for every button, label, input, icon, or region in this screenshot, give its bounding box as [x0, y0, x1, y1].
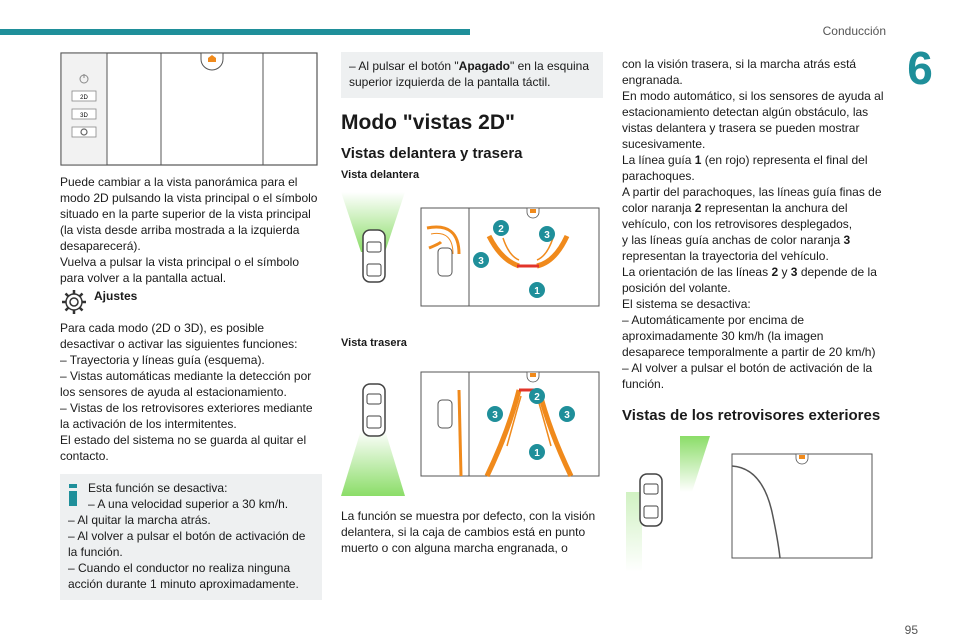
- col1-list-item: – Vistas automáticas mediante la detección por los sensores de ayuda al estacionamiento.: [60, 369, 312, 399]
- column-2: [341, 52, 603, 556]
- note-item: – Cuando el conductor no realiza ninguna acción durante 1 minuto aproximadamente.: [68, 561, 299, 591]
- gear-icon: [60, 288, 88, 316]
- car-top-icon: [363, 384, 385, 436]
- front-view-figure: [341, 182, 603, 328]
- page-number: 95: [904, 623, 918, 637]
- callout-3-left: [473, 252, 489, 268]
- settings-title: Ajustes: [94, 289, 138, 303]
- rear-view-figure: [341, 350, 603, 500]
- car-top-icon: [640, 474, 662, 526]
- mini-car-icon: [438, 248, 452, 276]
- section-title: Modo "vistas 2D": [341, 111, 515, 134]
- note-item: – Al volver a pulsar el botón de activación de la función.: [68, 529, 306, 559]
- mirror-views-subtitle: Vistas de los retrovisores exteriores: [622, 407, 881, 424]
- svg-text:2: 2: [498, 224, 504, 235]
- col3-paragraph-5: y las líneas guía anchas de color naranja 3 representan la trayectoria del vehículo.: [622, 233, 851, 263]
- callout-3-right: [559, 406, 575, 422]
- section-subtitle: Vistas delantera y trasera: [341, 145, 523, 162]
- col1-paragraph-3: Para cada modo (2D o 3D), es posible desactivar o activar las siguientes funciones:: [60, 321, 298, 351]
- callout-2: [529, 388, 545, 404]
- col3-paragraph-9: – Al volver a pulsar el botón de activación de la función.: [622, 361, 873, 391]
- callout-1: [529, 282, 545, 298]
- col3-paragraph-2: En modo automático, si los sensores de ayuda al estacionamiento detectan algún obstáculo, las vistas delantera y trasera se pueden mostrar sucesivamente.: [622, 89, 884, 151]
- col3-paragraph-4: A partir del parachoques, las líneas guía finas de color naranja 2 representan la anchura del vehículo, con los retrovisores desplegados,: [622, 185, 882, 231]
- header-accent-bar: [0, 29, 470, 35]
- rear-view-label: Vista trasera: [341, 337, 407, 349]
- col3-paragraph-1: con la visión trasera, si la marcha atrás está engranada.: [622, 57, 857, 87]
- settings-heading: [60, 288, 322, 316]
- top-view-toggle-icon: [201, 53, 223, 70]
- svg-text:1: 1: [534, 448, 540, 459]
- svg-text:3: 3: [478, 256, 484, 267]
- box-text-bold: Apagado: [458, 59, 511, 73]
- svg-text:3: 3: [492, 410, 498, 421]
- car-top-icon: [363, 230, 385, 282]
- box-text-post: " en la esquina superior izquierda de la pantalla táctil.: [349, 59, 589, 89]
- callout-3-left: [487, 406, 503, 422]
- col1-paragraph-1: Puede cambiar a la vista panorámica para el modo 2D pulsando la vista principal o el símbolo situado en la parte superior de la vista principal (la vista desde arriba mostrada a la izquierda desaparecerá).: [60, 175, 318, 253]
- note-item: – A una velocidad superior a 30 km/h.: [88, 497, 289, 511]
- note-intro: Esta función se desactiva:: [88, 481, 228, 495]
- svg-text:2: 2: [534, 392, 540, 403]
- info-note: [60, 474, 322, 600]
- chapter-title: Conducción: [822, 24, 886, 38]
- col2-paragraph: La función se muestra por defecto, con la visión delantera, si la caja de cambios está en punto muerto o con alguna marcha engranada, o: [341, 509, 596, 555]
- box-text-pre: – Al pulsar el botón ": [349, 59, 459, 73]
- mirror-view-figure: [622, 432, 884, 572]
- info-icon: [68, 484, 77, 506]
- svg-text:3: 3: [544, 230, 550, 241]
- svg-text:3: 3: [564, 410, 570, 421]
- sensor-icon: [796, 454, 808, 464]
- col3-paragraph-3: La línea guía 1 (en rojo) representa el final del parachoques.: [622, 153, 868, 183]
- screen-button-2d: 2D: [80, 95, 88, 101]
- col1-list-item: – Vistas de los retrovisores exteriores mediante la activación de los intermitentes.: [60, 401, 313, 431]
- callout-3: [539, 226, 555, 242]
- callout-1: [529, 444, 545, 460]
- col1-paragraph-2: Vuelva a pulsar la vista principal o el símbolo para volver a la pantalla actual.: [60, 255, 300, 285]
- column-1: [60, 52, 322, 600]
- screen-2d-3d-figure: [60, 52, 318, 166]
- mini-car-icon: [438, 400, 452, 428]
- col1-paragraph-4: El estado del sistema no se guarda al quitar el contacto.: [60, 433, 307, 463]
- chapter-number: 6: [907, 42, 933, 94]
- sensor-icon: [527, 372, 539, 382]
- front-view-label: Vista delantera: [341, 169, 420, 181]
- continued-note: [341, 52, 603, 98]
- callout-2: [493, 220, 509, 236]
- col1-list-item: – Trayectoria y líneas guía (esquema).: [60, 353, 265, 367]
- column-3: [622, 56, 884, 572]
- col3-paragraph-8: – Automáticamente por encima de aproximadamente 30 km/h (la imagen desaparece temporalmente a partir de 20 km/h): [622, 313, 876, 359]
- note-item: – Al quitar la marcha atrás.: [68, 513, 211, 527]
- col3-paragraph-6: La orientación de las líneas 2 y 3 depende de la posición del volante.: [622, 265, 877, 295]
- col3-paragraph-7: El sistema se desactiva:: [622, 297, 751, 311]
- screen-button-3d: 3D: [80, 113, 88, 119]
- svg-text:1: 1: [534, 286, 540, 297]
- sensor-icon: [527, 208, 539, 218]
